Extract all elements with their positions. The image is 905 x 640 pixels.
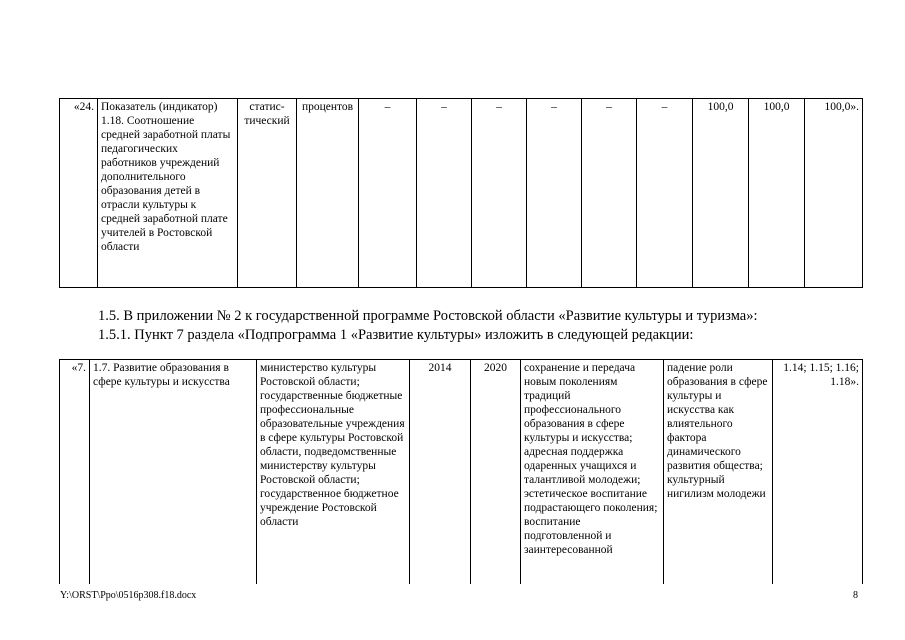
- value-cell: –: [417, 99, 472, 288]
- linked-indicators: 1.14; 1.15; 1.16; 1.18».: [773, 360, 863, 585]
- page-number: 8: [853, 590, 858, 601]
- file-path: Y:\ORST\Ppo\0516p308.f18.docx: [60, 590, 197, 601]
- value-cell: –: [359, 99, 417, 288]
- value-cell: –: [637, 99, 693, 288]
- value-cell: –: [527, 99, 582, 288]
- start-year: 2014: [410, 360, 471, 585]
- executor: министерство культуры Ростовской области; государственные бюджетные профессиональные образовательные учреждения в сфере культуры Ростовской области, подведомственные министерству культуры Ростовской области; государственное бюджетное учреждение Ростовской области: [257, 360, 410, 585]
- measure-name: 1.7. Развитие образования в сфере культуры и искусства: [90, 360, 257, 585]
- value-cell: 100,0».: [805, 99, 863, 288]
- row-number: «7.: [60, 360, 90, 585]
- subprogram-table: [59, 359, 863, 584]
- end-year: 2020: [471, 360, 521, 585]
- paragraph-1-5: 1.5. В приложении № 2 к государственной программе Ростовской области «Развитие культуры и туризма»:: [98, 308, 758, 324]
- expected-result: сохранение и передача новым поколениям традиций профессионального образования в сфере культуры и искусства; адресная поддержка одаренных учащихся и талантливой молодежи; эстетическое воспитание подрастающего поколения; воспитание подготовленной и заинтересованной: [521, 360, 664, 585]
- value-cell: –: [582, 99, 637, 288]
- paragraph-1-5-1: 1.5.1. Пункт 7 раздела «Подпрограмма 1 «Развитие культуры» изложить в следующей редакции:: [98, 327, 694, 343]
- non-implementation-consequence: падение роли образования в сфере культуры и искусства как влиятельного фактора динамического развития общества; культурный нигилизм молодежи: [664, 360, 773, 585]
- indicator-type: статис-тический: [238, 99, 297, 288]
- indicator-table: [59, 98, 863, 288]
- indicator-unit: процентов: [297, 99, 359, 288]
- value-cell: 100,0: [749, 99, 805, 288]
- value-cell: 100,0: [693, 99, 749, 288]
- row-number: «24.: [60, 99, 98, 288]
- value-cell: –: [472, 99, 527, 288]
- indicator-name: Показатель (индикатор) 1.18. Соотношение средней заработной платы педагогических работников учреждений дополнительного образования детей в отрасли культуры к средней заработной плате учителей в Ростовской области: [98, 99, 238, 288]
